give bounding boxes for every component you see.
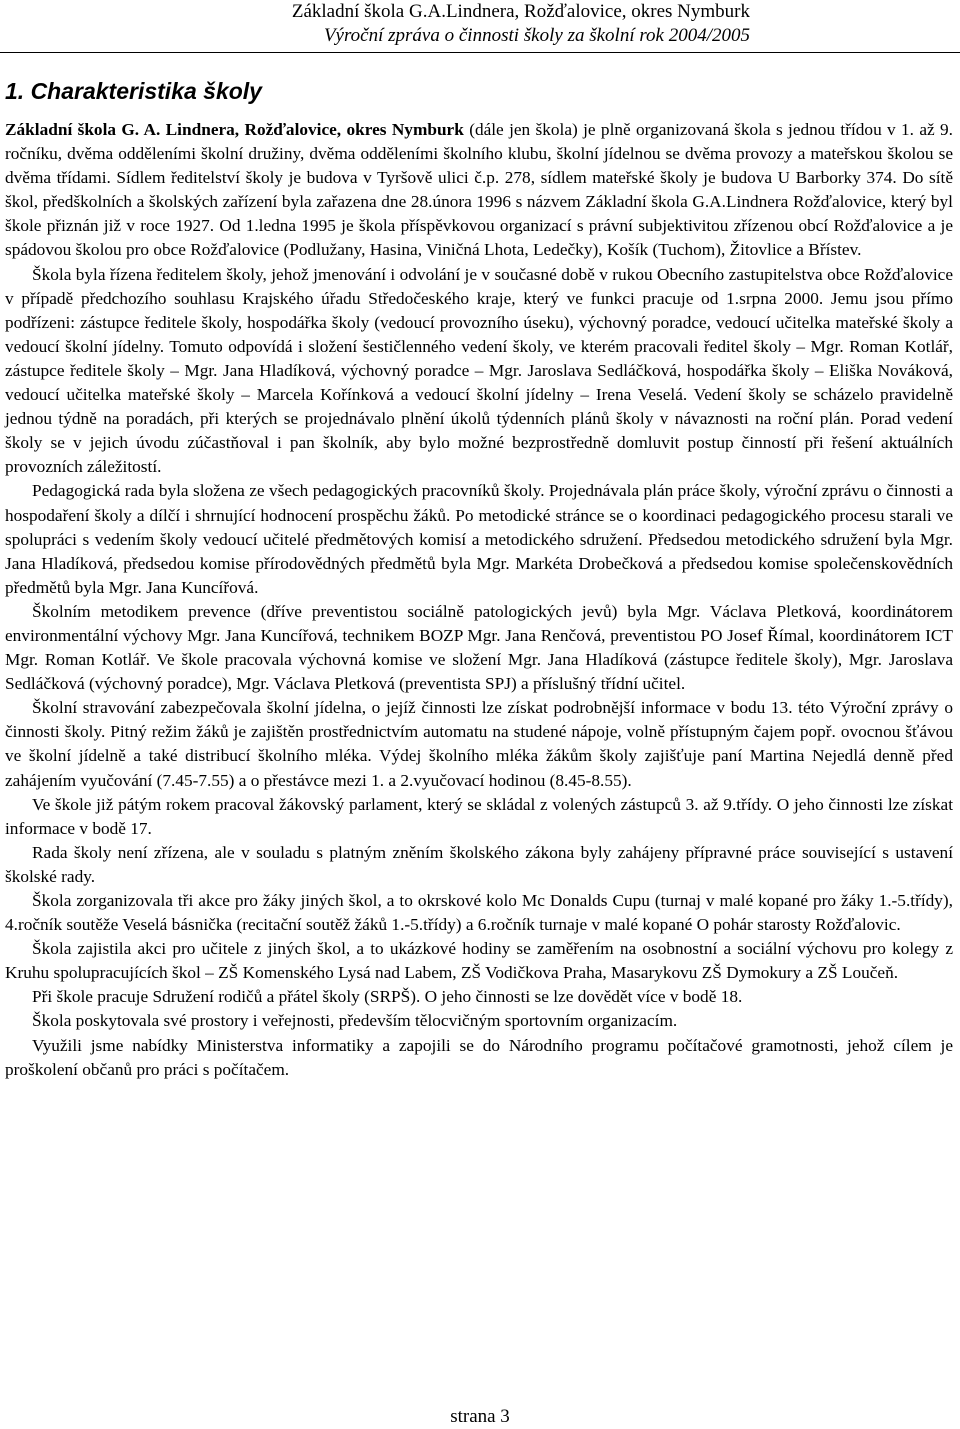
paragraph-school-board: Rada školy není zřízena, ale v souladu s platným zněním školského zákona byly zahájeny přípravné práce související s ustavení školské rady. bbox=[5, 842, 953, 886]
school-name-bold: Základní škola G. A. Lindnera, Rožďalovice, okres Nymburk bbox=[5, 120, 464, 139]
page-number: strana 3 bbox=[450, 1406, 510, 1427]
intro-text: (dále jen škola) je plně organizovaná škola s jednou třídou v 1. až 9. ročníku, dvěma odděleními školní družiny, dvěma odděleními školního klubu, školní jídelnou se dvěma provozy a mateřskou školou se dvěma třídami. Sídlem ředitelství školy je budova v Tyršově ulici č.p. 278, sídlem mateřské školy je budova U Barborky 374. Do sítě škol, předškolních a školských zařízení byla zařazena dne 28.února 1996 s názvem Základní škola G.A.Lindnera Rožďalovice, který byl škole přiznán již v roce 1927. Od 1.ledna 1995 je škola příspěvkovou organizací s právní subjektivitou zřízenou obcí Rožďalovice a je spádovou školou pro obce Rožďalovice (Podlužany, Hasina, Viničná Lhota, Ledečky), Košík (Tuchom), Žitovlice a Břístev. bbox=[5, 120, 953, 260]
paragraph-srps: Při škole pracuje Sdružení rodičů a přátel školy (SRPŠ). O jeho činnosti se lze dovědět více v bodě 18. bbox=[32, 987, 743, 1007]
paragraph-public-use: Škola poskytovala své prostory i veřejnosti, především tělocvičným sportovním organizacím. bbox=[32, 1011, 678, 1031]
paragraph-pedagogical-council: Pedagogická rada byla složena ze všech pedagogických pracovníků školy. Projednávala plán práce školy, výroční zprávu o činnosti a hospodaření školy a dílčí i shrnující hodnocení prospěchu žáků. Po metodické stránce se o koordinaci pedagogického procesu starali ve spolupráci s vedením školy vedoucí učitelé předmětových komisí a metodického sdružení. Předsedou metodického sdružení byla Mgr. Jana Hladíková, předsedou komise přírodovědných předmětů byla Mgr. Markéta Drobečková a předsedou komise společenskovědních předmětů byla Mgr. Jana Kuncířová. bbox=[5, 481, 953, 597]
header-school-name: Základní škola G.A.Lindnera, Rožďalovice, okres Nymburk bbox=[291, 1, 750, 22]
paragraph-student-parliament: Ve škole již pátým rokem pracoval žákovský parlament, který se skládal z volených zástupců 3. až 9.třídy. O jeho činnosti lze získat informace v bodě 17. bbox=[5, 794, 953, 838]
paragraph-events: Škola zorganizovala tři akce pro žáky jiných škol, a to okrskové kolo Mc Donalds Cupu (turnaj v malé kopané pro žáky 1.-5.třídy), 4.ročník soutěže Veselá básnička (recitační soutěž žáků 1.-5.třídy) a 6.ročník turnaje v malé kopané O pohár starosty Rožďalovic. bbox=[5, 891, 953, 935]
intro-paragraph bbox=[5, 118, 953, 263]
document-body bbox=[5, 118, 953, 1082]
paragraph-teacher-events: Škola zajistila akci pro učitele z jiných škol, a to ukázkové hodiny se zaměřením na osobnostní a sociální výchovu pro kolegy z Kruhu spolupracujících škol – ZŠ Komenského Lysá nad Labem, ZŠ Vodičkova Praha, Masarykovu ZŠ Dymokury a ZŠ Loučeň. bbox=[5, 939, 953, 983]
page-header bbox=[292, 0, 750, 48]
paragraph-computer-literacy: Využili jsme nabídky Ministerstva informatiky a zapojili se do Národního programu počítačové gramotnosti, jehož cílem je proškolení občanů pro práci s počítačem. bbox=[5, 1035, 953, 1079]
header-report-title: Výroční zpráva o činnosti školy za školní rok 2004/2005 bbox=[323, 25, 750, 46]
paragraph-catering: Školní stravování zabezpečovala školní jídelna, o jejíž činnosti lze získat podrobnější informace v bodu 13. této Výroční zprávy o činnosti školy. Pitný režim žáků je zajištěn prostřednictvím automatu na studené nápoje, volně přístupným čajem popř. ovocnou šťávou ve školní jídelně a také distribucí školního mléka. Výdej školního mléka žákům školy zajišťuje paní Martina Nejedlá denně před zahájením vyučování (7.45-7.55) a o přestávce mezi 1. a 2.vyučovací hodinou (8.45-8.55). bbox=[5, 698, 953, 790]
header-divider bbox=[0, 52, 960, 53]
paragraph-management: Škola byla řízena ředitelem školy, jehož jmenování i odvolání je v současné době v rukou Obecního zastupitelstva obce Rožďalovice v případě předchozího souhlasu Krajského úřadu Středočeského kraje, který ve funkci pracuje od 1.srpna 2000. Jemu jsou přímo podřízeni: zástupce ředitele školy, hospodářka školy (vedoucí provozního úseku), výchovný poradce, vedoucí učitelka mateřské školy a vedoucí školní jídelny. Tomuto odpovídá i složení šestičlenného vedení školy, ve kterém pracovali ředitel školy – Mgr. Roman Kotlář, zástupce ředitele školy – Mgr. Jana Hladíková, výchovný poradce – Mgr. Jaroslava Sedláčková, hospodářka školy – Eliška Nováková, vedoucí učitelka mateřské školy – Marcela Kořínková a vedoucí školní jídelny – Irena Veselá. Vedení školy se scházelo pravidelně jednou týdně na poradách, při kterých se projednávalo plnění úkolů týdenních plánů školy v návaznosti na roční plán. Porad vedení školy se v jejich úvodu zúčastňoval i pan školník, aby bylo možné bezprostředně domluvit postup činností při řešení aktuálních provozních záležitostí. bbox=[5, 264, 953, 477]
paragraph-prevention: Školním metodikem prevence (dříve preventistou sociálně patologických jevů) byla Mgr. Václava Pletková, koordinátorem environmentální výchovy Mgr. Jana Kuncířová, technikem BOZP Mgr. Jana Renčová, preventistou PO Josef Římal, koordinátorem ICT Mgr. Roman Kotlář. Ve škole pracovala výchovná komise ve složení Mgr. Jana Hladíková (zástupce ředitele školy), Mgr. Jaroslava Sedláčková (výchovný poradce), Mgr. Václava Pletková (preventista SPJ) a příslušný třídní učitel. bbox=[5, 601, 953, 694]
section-title: 1. Charakteristika školy bbox=[5, 78, 262, 104]
